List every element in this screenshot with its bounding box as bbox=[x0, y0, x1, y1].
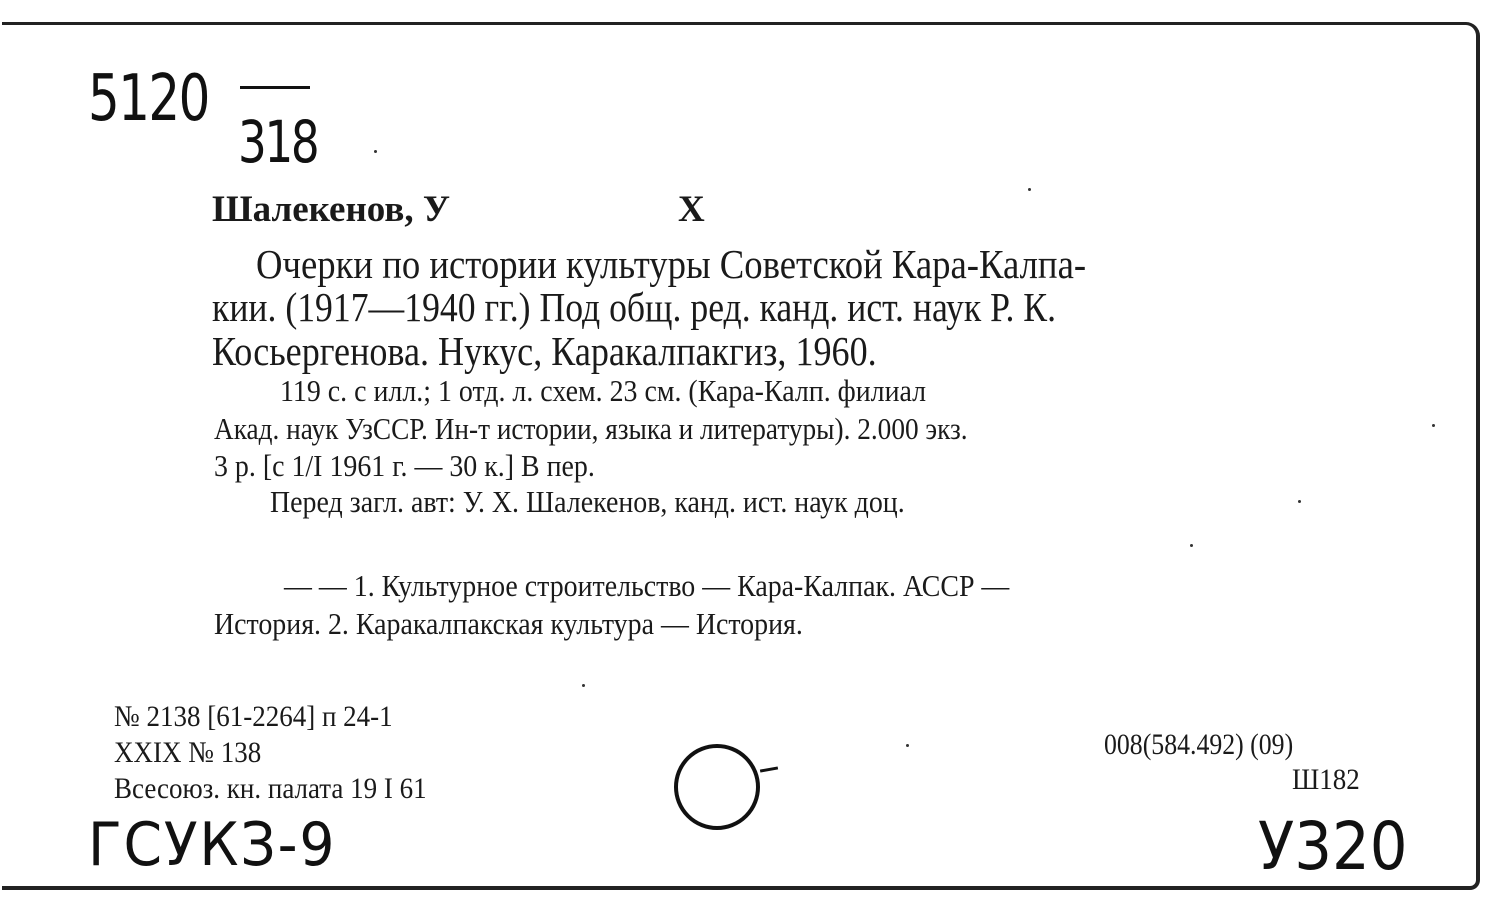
description-line-1: 119 с. с илл.; 1 отд. л. схем. 23 см. (Кара-Калп. филиал bbox=[280, 373, 927, 408]
punch-hole bbox=[674, 744, 760, 830]
title-line-2: кии. (1917—1940 гг.) Под общ. ред. канд. ист. наук Р. К. bbox=[212, 284, 1057, 330]
description-line-2: Акад. наук УзССР. Ин-т истории, языка и литературы). 2.000 экз. bbox=[214, 411, 968, 446]
subject-line-2: История. 2. Каракалпакская культура — История. bbox=[214, 606, 803, 641]
shelfmark-fraction-bar bbox=[240, 86, 310, 89]
subject-line-1: — — 1. Культурное строительство — Кара-Калпак. АССР — bbox=[284, 568, 1010, 603]
handwritten-note-left: ГСУКЗ-9 bbox=[88, 810, 337, 880]
speck bbox=[582, 684, 585, 687]
title-line-1: Очерки по истории культуры Советской Кара-Калпа- bbox=[256, 241, 1087, 287]
udc-code: 008(584.492) (09) bbox=[1104, 728, 1294, 761]
registration-line-2: XXIX № 138 bbox=[114, 736, 262, 769]
registration-line-3: Всесоюз. кн. палата 19 I 61 bbox=[114, 772, 427, 805]
author-note: Перед загл. авт: У. Х. Шалекенов, канд. ист. наук доц. bbox=[270, 484, 905, 519]
description-line-3: 3 р. [с 1/I 1961 г. — 30 к.] В пер. bbox=[214, 448, 595, 483]
speck bbox=[1432, 424, 1435, 427]
shelfmark-top: 5120 bbox=[88, 62, 209, 136]
author-initial: Х bbox=[678, 189, 705, 230]
author-name: Шалекенов, У bbox=[212, 189, 450, 230]
handwritten-note-right: У320 bbox=[1258, 808, 1408, 885]
speck bbox=[906, 744, 909, 747]
speck bbox=[374, 150, 377, 153]
author-mark: Ш182 bbox=[1292, 763, 1360, 796]
registration-line-1: № 2138 [61-2264] п 24-1 bbox=[114, 700, 393, 733]
speck bbox=[1028, 188, 1031, 191]
title-line-3: Косьергенова. Нукус, Каракалпакгиз, 1960. bbox=[212, 328, 877, 374]
speck bbox=[1298, 500, 1301, 503]
shelfmark-bottom: 318 bbox=[238, 108, 318, 176]
speck bbox=[1190, 544, 1193, 547]
